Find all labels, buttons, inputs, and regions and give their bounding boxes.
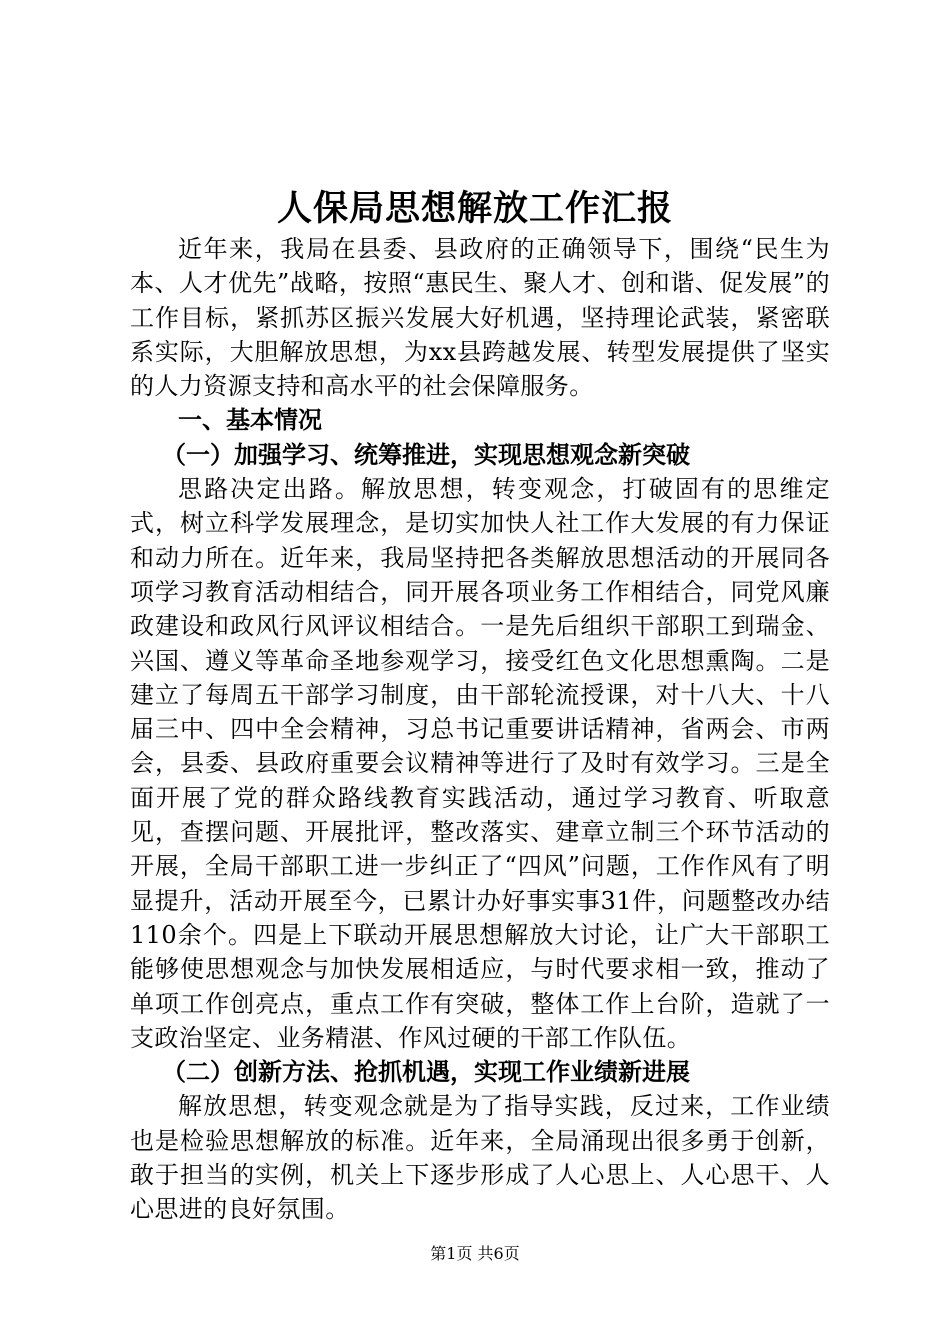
document-body <box>130 232 830 1227</box>
document-title: 人保局思想解放工作汇报 <box>276 188 673 229</box>
intro-paragraph: 近年来，我局在县委、县政府的正确领导下，围绕“民生为本、人才优先”战略，按照“惠民生、聚人才、创和谐、促发展”的工作目标，紧抓苏区振兴发展大好机遇，坚持理论武装，紧密联系实际，大胆解放思想，为xx县跨越发展、转型发展提供了坚实的人力资源支持和高水平的社会保障服务。 <box>130 235 830 401</box>
subsection-2-paragraph: 解放思想，转变观念就是为了指导实践，反过来，工作业绩也是检验思想解放的标准。近年来，全局涌现出很多勇于创新，敢于担当的实例，机关上下逐步形成了人心思上、人心思干、人心思进的良好氛围。 <box>130 1092 830 1224</box>
section-heading-basic-situation: 一、基本情况 <box>178 405 322 435</box>
subsection-heading-1: （一）加强学习、统筹推进，实现思想观念新突破 <box>162 439 690 469</box>
subsection-1-paragraph: 思路决定出路。解放思想，转变观念，打破固有的思维定式，树立科学发展理念，是切实加快人社工作大发展的有力保证和动力所在。近年来，我局坚持把各类解放思想活动的开展同各项学习教育活动相结合，同开展各项业务工作相结合，同党风廉政建设和政风行风评议相结合。一是先后组织干部职工到瑞金、兴国、遵义等革命圣地参观学习，接受红色文化思想熏陶。二是建立了每周五干部学习制度，由干部轮流授课，对十八大、十八届三中、四中全会精神，习总书记重要讲话精神，省两会、市两会，县委、县政府重要会议精神等进行了及时有效学习。三是全面开展了党的群众路线教育实践活动，通过学习教育、听取意见，查摆问题、开展批评，整改落实、建章立制三个环节活动的开展，全局干部职工进一步纠正了“四风”问题，工作作风有了明显提升，活动开展至今，已累计办好事实事31件，问题整改办结110余个。四是上下联动开展思想解放大讨论，让广大干部职工能够使思想观念与加快发展相适应，与时代要求相一致，推动了单项工作创亮点，重点工作有突破，整体工作上台阶，造就了一支政治坚定、业务精湛、作风过硬的干部工作队伍。 <box>130 475 830 1052</box>
subsection-heading-2: （二）创新方法、抢抓机遇，实现工作业绩新进展 <box>162 1057 690 1087</box>
page-footer: 第1页 共6页 <box>430 1244 520 1263</box>
